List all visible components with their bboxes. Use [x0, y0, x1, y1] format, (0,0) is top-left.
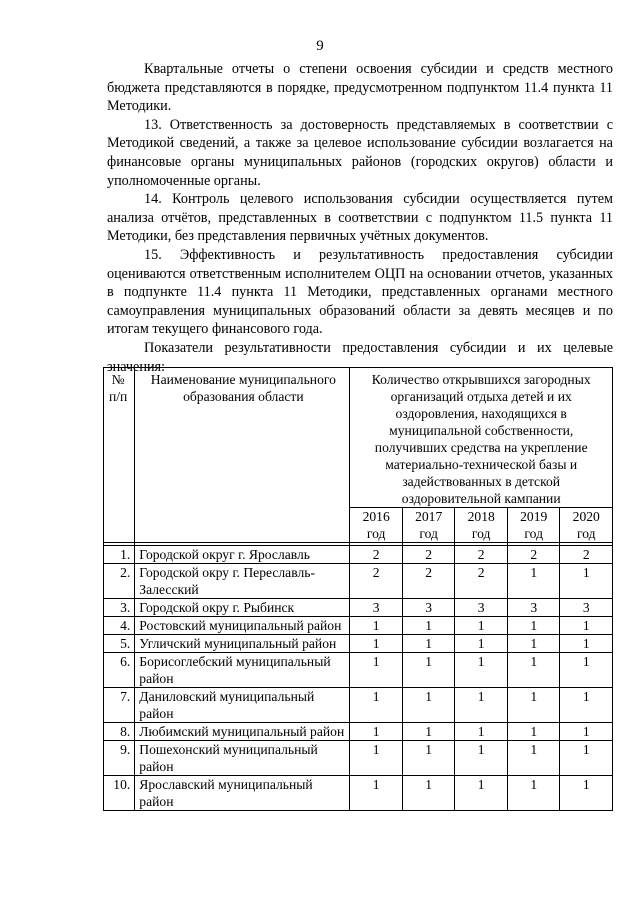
- row-value: 2: [350, 546, 403, 564]
- table-row: [104, 776, 613, 811]
- header-description: Количество открывшихся загородных организаций отдыха детей и их оздоровления, находящихся в муниципальной собственности, получивших средства на укрепление материально-технической базы и задействованных в детской оздоровительной кампании: [350, 368, 613, 508]
- row-value: 1: [455, 776, 508, 811]
- row-value: 2: [560, 546, 613, 564]
- row-municipality: Ярославский муниципальный район: [135, 776, 350, 811]
- row-value: 3: [402, 599, 455, 617]
- row-value: 1: [455, 688, 508, 723]
- row-municipality: Угличский муниципальный район: [135, 635, 350, 653]
- row-value: 1: [455, 617, 508, 635]
- row-value: 1: [560, 617, 613, 635]
- paragraph-indicators: Показатели результативности предоставления субсидии и их целевые значения:: [107, 339, 613, 375]
- table-row: [104, 546, 613, 564]
- header-year: 2017 год: [402, 508, 455, 543]
- row-value: 3: [560, 599, 613, 617]
- row-number: 6.: [104, 653, 135, 688]
- row-value: 1: [402, 688, 455, 723]
- row-value: 3: [350, 599, 403, 617]
- row-value: 1: [402, 617, 455, 635]
- row-value: 2: [455, 546, 508, 564]
- table-row: [104, 564, 613, 599]
- row-municipality: Даниловский муниципальный район: [135, 688, 350, 723]
- row-value: 1: [350, 741, 403, 776]
- row-municipality: Любимский муниципальный район: [135, 723, 350, 741]
- header-year: 2016 год: [350, 508, 403, 543]
- row-number: 1.: [104, 546, 135, 564]
- body-text: [107, 60, 613, 376]
- table-row: [104, 653, 613, 688]
- row-value: 1: [350, 653, 403, 688]
- paragraph-15: 15. Эффективность и результативность предоставления субсидии оцениваются ответственным исполнителем ОЦП на основании отчетов, указанных в подпункте 11.4 пункта 11 Методики, представленных органами местного самоуправления муниципальных образований области за девять месяцев и по итогам текущего финансового года.: [107, 246, 613, 338]
- row-value: 1: [507, 776, 560, 811]
- row-value: 1: [350, 617, 403, 635]
- row-value: 2: [402, 564, 455, 599]
- row-value: 1: [350, 635, 403, 653]
- paragraph-14: 14. Контроль целевого использования субсидии осуществляется путем анализа отчётов, представленных в соответствии с подпунктом 11.5 пункта 11 Методики, без представления первичных учётных документов.: [107, 191, 613, 245]
- table-row: [104, 688, 613, 723]
- header-year: 2018 год: [455, 508, 508, 543]
- row-number: 10.: [104, 776, 135, 811]
- header-num: № п/п: [104, 368, 135, 543]
- row-value: 1: [402, 741, 455, 776]
- row-value: 1: [560, 635, 613, 653]
- row-value: 1: [402, 776, 455, 811]
- row-number: 5.: [104, 635, 135, 653]
- row-number: 3.: [104, 599, 135, 617]
- row-value: 1: [560, 653, 613, 688]
- table-body: [104, 546, 613, 811]
- row-value: 1: [402, 723, 455, 741]
- table-header-row: [104, 368, 613, 508]
- row-value: 2: [455, 564, 508, 599]
- row-number: 9.: [104, 741, 135, 776]
- row-value: 1: [507, 564, 560, 599]
- row-number: 7.: [104, 688, 135, 723]
- row-value: 1: [455, 723, 508, 741]
- table-row: [104, 599, 613, 617]
- row-value: 1: [455, 741, 508, 776]
- paragraph-13: 13. Ответственность за достоверность представляемых в соответствии с Методикой сведений, а также за целевое использование субсидии возлагается на финансовые органы муниципальных районов (городских округов) области и уполномоченные органы.: [107, 116, 613, 189]
- row-value: 1: [507, 741, 560, 776]
- row-value: 1: [507, 653, 560, 688]
- page-number: 9: [316, 38, 324, 54]
- row-municipality: Городской окру г. Переславль-Залесский: [135, 564, 350, 599]
- row-municipality: Городской округ г. Ярославль: [135, 546, 350, 564]
- row-number: 2.: [104, 564, 135, 599]
- row-value: 2: [507, 546, 560, 564]
- table-row: [104, 741, 613, 776]
- row-value: 1: [455, 635, 508, 653]
- row-value: 1: [350, 723, 403, 741]
- row-value: 1: [350, 688, 403, 723]
- row-value: 1: [560, 564, 613, 599]
- row-value: 2: [402, 546, 455, 564]
- row-value: 3: [455, 599, 508, 617]
- header-year: 2020 год: [560, 508, 613, 543]
- header-year: 2019 год: [507, 508, 560, 543]
- row-value: 1: [507, 617, 560, 635]
- row-value: 3: [507, 599, 560, 617]
- row-value: 1: [560, 723, 613, 741]
- row-value: 1: [350, 776, 403, 811]
- row-value: 1: [455, 653, 508, 688]
- row-value: 1: [560, 741, 613, 776]
- row-value: 2: [350, 564, 403, 599]
- table-row: [104, 617, 613, 635]
- row-value: 1: [560, 688, 613, 723]
- row-value: 1: [402, 635, 455, 653]
- row-value: 1: [402, 653, 455, 688]
- row-value: 1: [507, 635, 560, 653]
- table-row: [104, 723, 613, 741]
- table-row: [104, 635, 613, 653]
- row-municipality: Городской окру г. Рыбинск: [135, 599, 350, 617]
- row-value: 1: [507, 688, 560, 723]
- paragraph-12-cont: Квартальные отчеты о степени освоения субсидии и средств местного бюджета представляются в порядке, предусмотренном подпунктом 11.4 пункта 11 Методики.: [107, 61, 613, 115]
- row-number: 8.: [104, 723, 135, 741]
- row-value: 1: [560, 776, 613, 811]
- row-municipality: Борисоглебский муниципальный район: [135, 653, 350, 688]
- header-name: Наименование муниципального образования области: [135, 368, 350, 543]
- row-municipality: Пошехонский муниципальный район: [135, 741, 350, 776]
- row-number: 4.: [104, 617, 135, 635]
- indicators-table: [103, 367, 613, 811]
- row-municipality: Ростовский муниципальный район: [135, 617, 350, 635]
- row-value: 1: [507, 723, 560, 741]
